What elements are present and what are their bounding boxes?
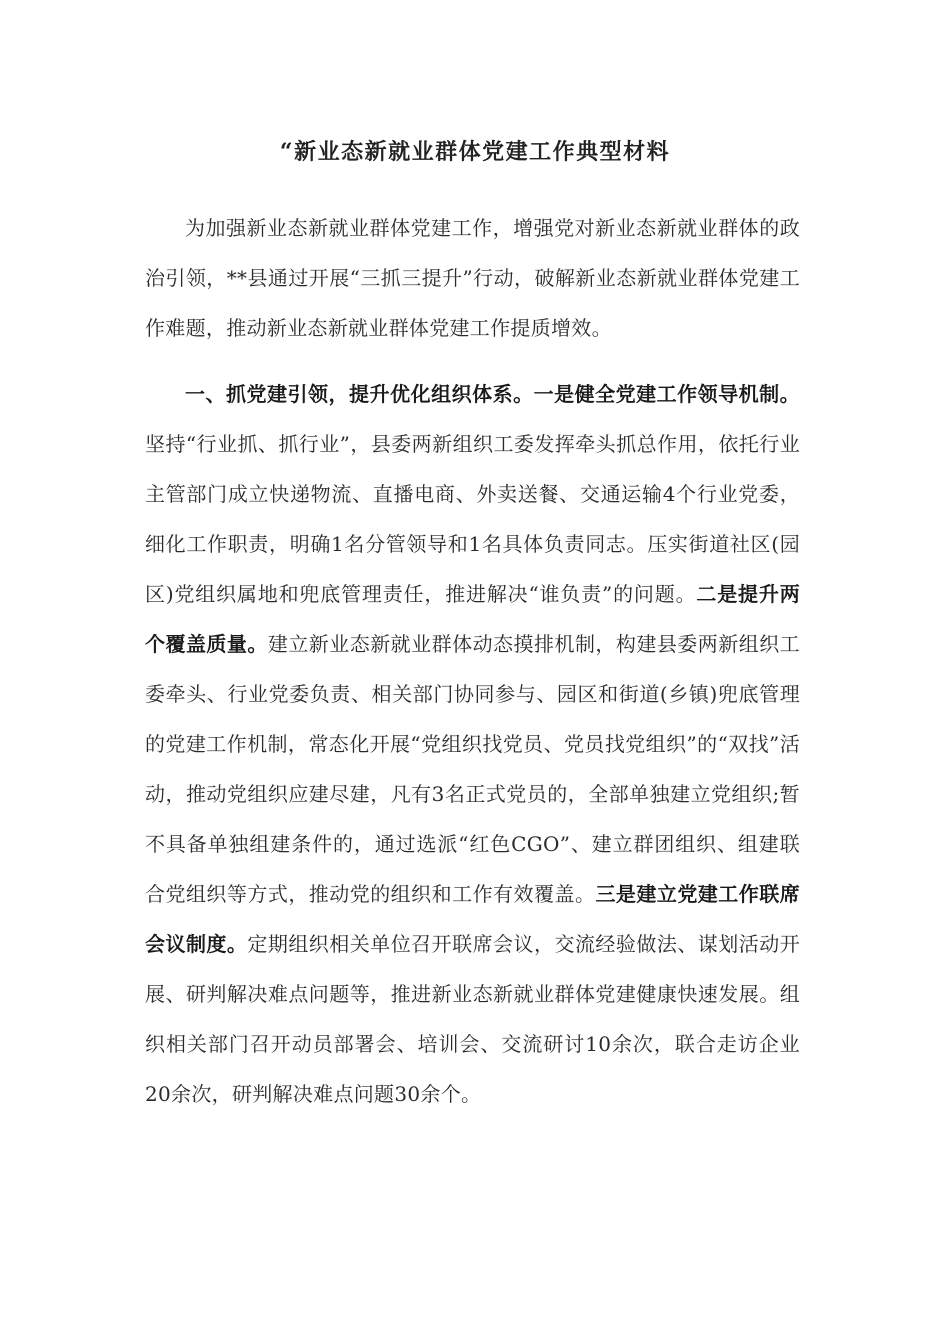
point-1-title: 一是健全党建工作领导机制。 — [533, 382, 800, 406]
point-1-text: 坚持“行业抓、抓行业”，县委两新组织工委发挥牵头抓总作用，依托行业主管部门成立快递物流、直播电商、外卖送餐、交通运输4个行业党委，细化工作职责，明确1名分管领导和1名具体负责同志。压实街道社区(园区)党组织属地和兜底管理责任，推进解决“谁负责”的问题。 — [145, 432, 800, 606]
document-title: “新业态新就业群体党建工作典型材料 — [279, 139, 671, 165]
document-body — [145, 203, 800, 1119]
point-3-title: 三是建立党建工作联席会议制度。 — [145, 882, 801, 956]
point-3-text: 定期组织相关单位召开联席会议，交流经验做法、谋划活动开展、研判解决难点问题等，推进新业态新就业群体党建健康快速发展。组织相关部门召开动员部署会、培训会、交流研讨10余次，联合走访企业20余次，研判解决难点问题30余个。 — [145, 932, 800, 1106]
point-2-title: 二是提升两个覆盖质量。 — [145, 582, 800, 656]
point-2-text: 建立新业态新就业群体动态摸排机制，构建县委两新组织工委牵头、行业党委负责、相关部门协同参与、园区和街道(乡镇)兜底管理的党建工作机制，常态化开展“党组织找党员、党员找党组织”的“双找”活动，推动党组织应建尽建，凡有3名正式党员的，全部单独建立党组织;暂不具备单独组建条件的，通过选派“红色CGO”、建立群团组织、组建联合党组织等方式，推动党的组织和工作有效覆盖。 — [145, 632, 800, 906]
intro-paragraph: 为加强新业态新就业群体党建工作，增强党对新业态新就业群体的政治引领，**县通过开展“三抓三提升”行动，破解新业态新就业群体党建工作难题，推动新业态新就业群体党建工作提质增效。 — [145, 216, 800, 340]
section-1-heading: 一、抓党建引领，提升优化组织体系。 — [185, 382, 534, 406]
section-1-paragraph — [145, 369, 800, 1119]
